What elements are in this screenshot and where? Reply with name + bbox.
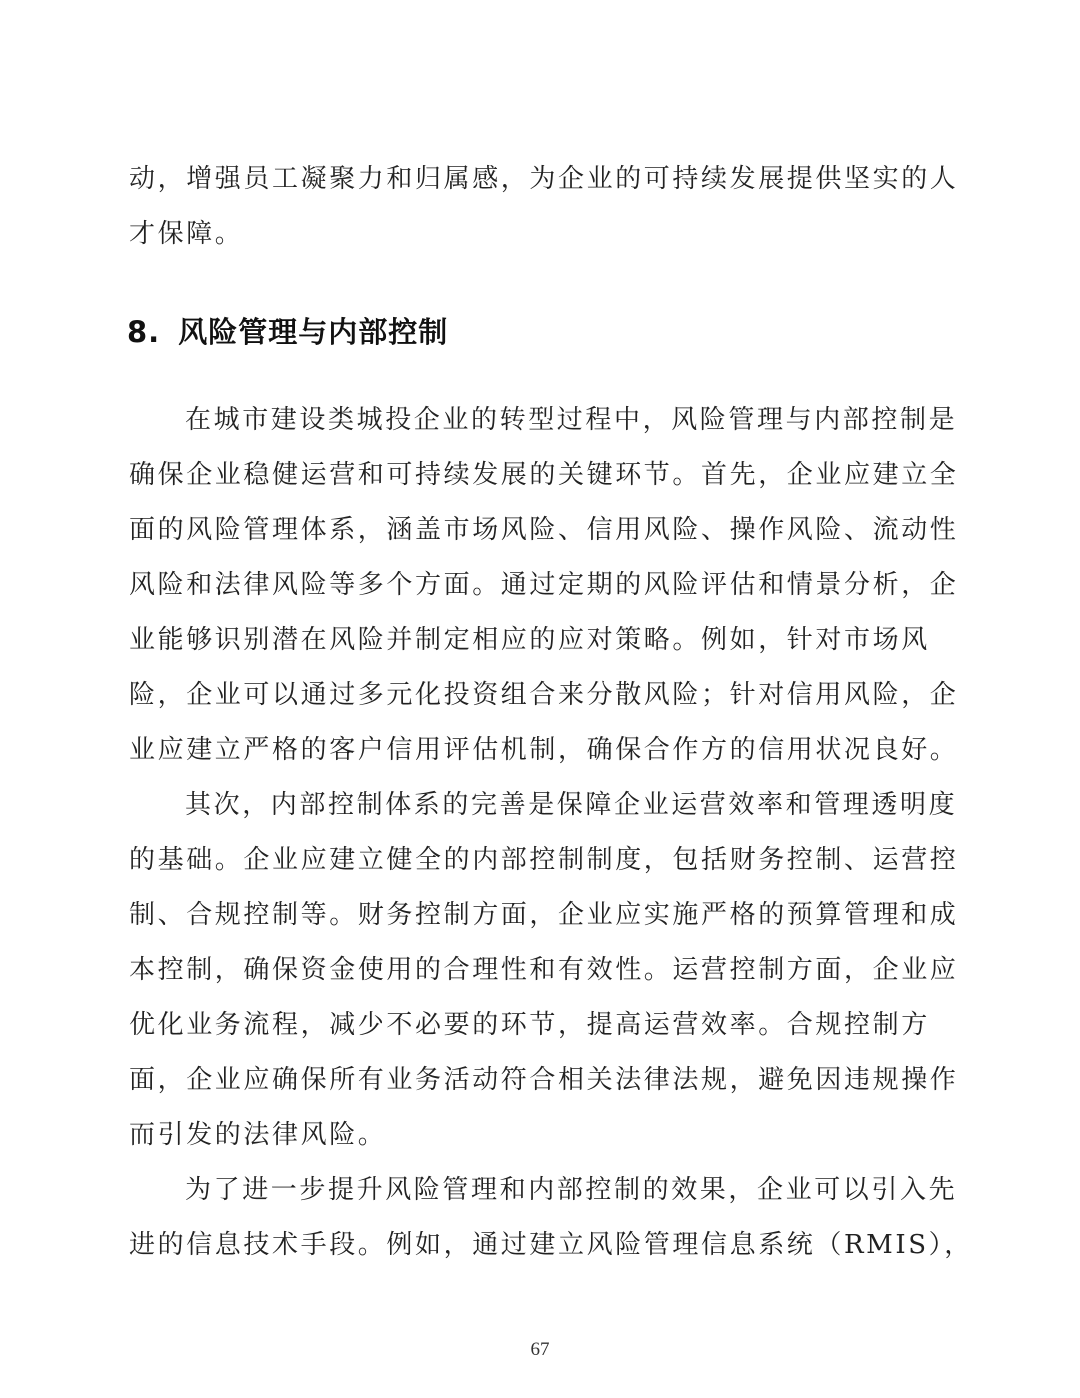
body-line: 面的风险管理体系，涵盖市场风险、信用风险、操作风险、流动性 bbox=[129, 515, 959, 545]
body-line: 风险和法律风险等多个方面。通过定期的风险评估和情景分析，企 bbox=[129, 570, 959, 600]
body-line: 确保企业稳健运营和可持续发展的关键环节。首先，企业应建立全 bbox=[129, 460, 959, 490]
body-line: 在城市建设类城投企业的转型过程中，风险管理与内部控制是 bbox=[185, 405, 958, 435]
page-number: 67 bbox=[530, 1339, 550, 1360]
body-line: 本控制，确保资金使用的合理性和有效性。运营控制方面，企业应 bbox=[129, 955, 959, 985]
body-line: 进的信息技术手段。例如，通过建立风险管理信息系统（RMIS）， bbox=[129, 1230, 973, 1260]
body-line: 面，企业应确保所有业务活动符合相关法律法规，避免因违规操作 bbox=[129, 1065, 959, 1095]
body-line: 险，企业可以通过多元化投资组合来分散风险；针对信用风险，企 bbox=[129, 680, 959, 710]
section-number: 8. bbox=[127, 315, 161, 349]
body-line: 制、合规控制等。财务控制方面，企业应实施严格的预算管理和成 bbox=[129, 900, 959, 930]
body-line: 业能够识别潜在风险并制定相应的应对策略。例如，针对市场风 bbox=[129, 625, 930, 655]
body-line: 才保障。 bbox=[129, 219, 244, 249]
body-line: 的基础。企业应建立健全的内部控制制度，包括财务控制、运营控 bbox=[129, 845, 959, 875]
body-line: 业应建立严格的客户信用评估机制，确保合作方的信用状况良好。 bbox=[129, 735, 959, 765]
body-line: 其次，内部控制体系的完善是保障企业运营效率和管理透明度 bbox=[185, 790, 958, 820]
body-line: 为了进一步提升风险管理和内部控制的效果，企业可以引入先 bbox=[185, 1175, 958, 1205]
body-line: 动，增强员工凝聚力和归属感，为企业的可持续发展提供坚实的人 bbox=[129, 164, 959, 194]
body-line: 而引发的法律风险。 bbox=[129, 1120, 387, 1150]
section-heading bbox=[127, 313, 448, 351]
section-title: 风险管理与内部控制 bbox=[178, 315, 449, 349]
body-line: 优化业务流程，减少不必要的环节，提高运营效率。合规控制方 bbox=[129, 1010, 930, 1040]
